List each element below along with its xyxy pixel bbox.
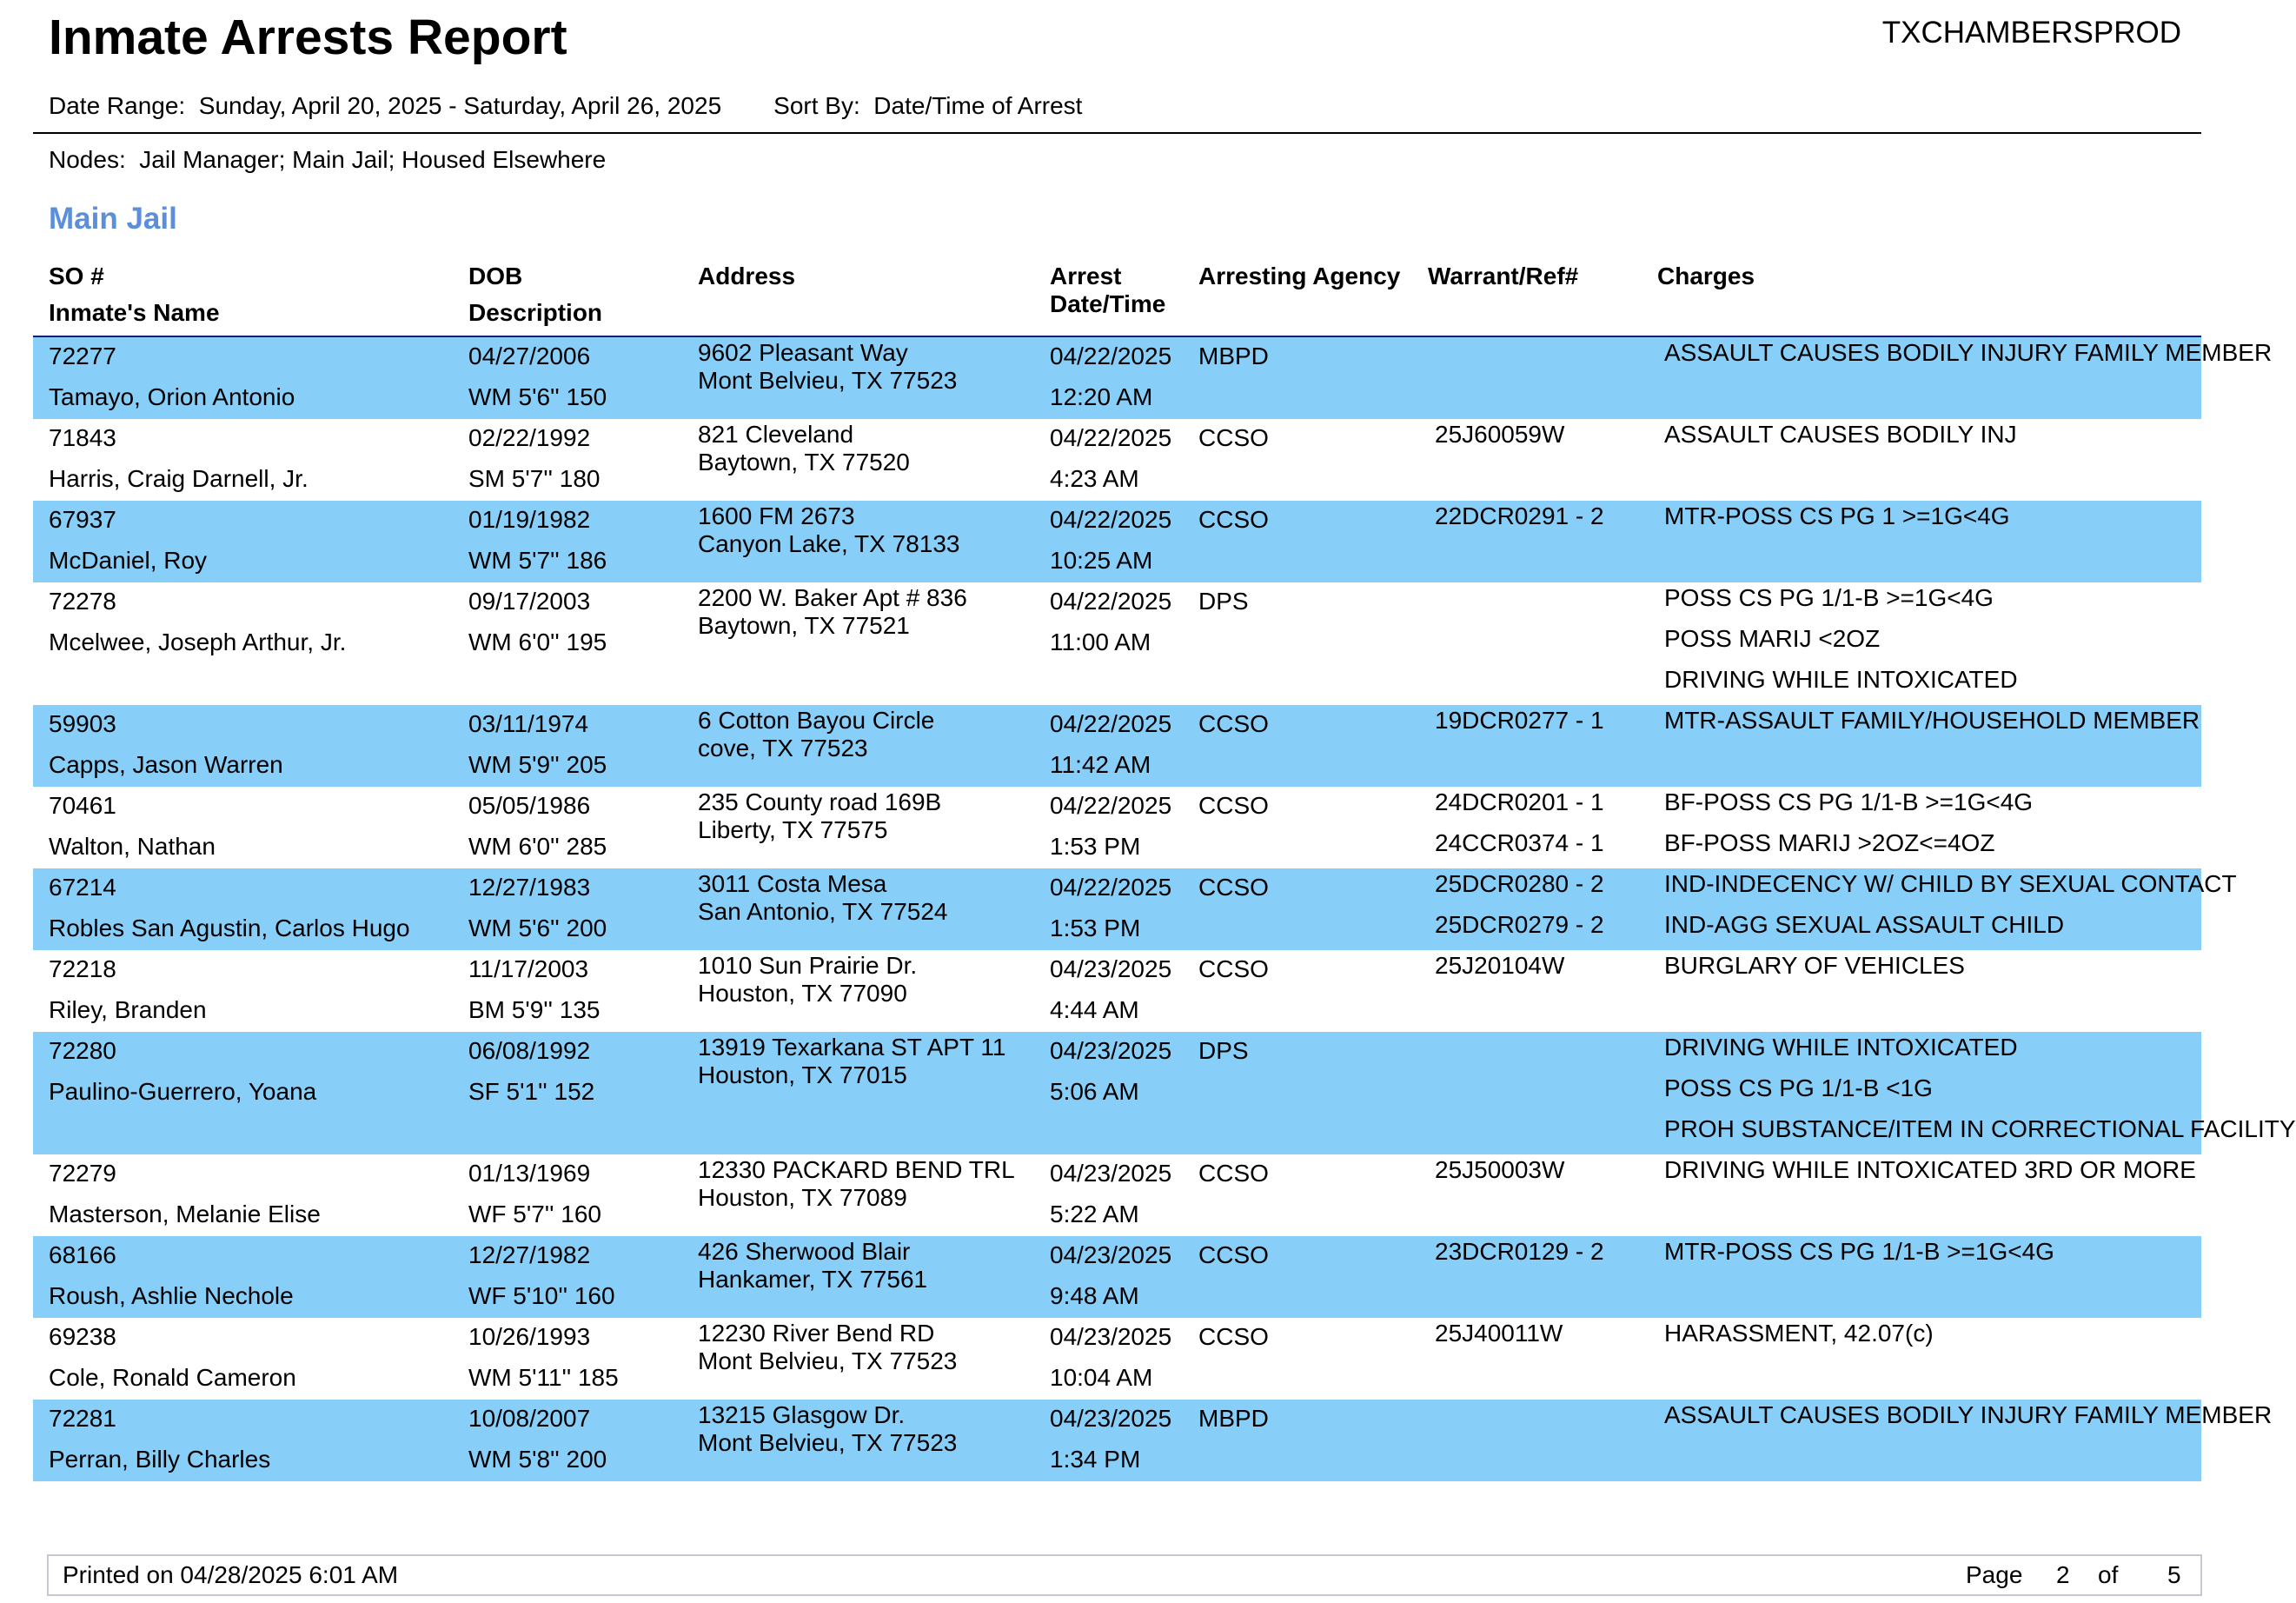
charge: HARASSMENT, 42.07(c): [1664, 1320, 1934, 1347]
dob: 09/17/2003: [468, 588, 591, 615]
warrant-ref: 19DCR0277 - 1: [1435, 707, 1604, 734]
arrest-date: 04/23/2025: [1050, 1323, 1172, 1350]
arresting-agency: CCSO: [1198, 710, 1269, 737]
arrest-time: 5:22 AM: [1050, 1201, 1139, 1227]
inmate-name: Capps, Jason Warren: [49, 751, 283, 778]
arrest-date: 04/22/2025: [1050, 343, 1172, 369]
arrest-date: 04/23/2025: [1050, 1037, 1172, 1064]
report-criteria: [49, 92, 1082, 120]
charge: POSS CS PG 1/1-B >=1G<4G: [1664, 584, 1994, 611]
address-line-2: Mont Belvieu, TX 77523: [698, 1429, 958, 1456]
table-row: [33, 582, 2201, 705]
charges-cell: [1664, 337, 2273, 419]
address-line-2: Liberty, TX 77575: [698, 816, 888, 843]
so-number: 72218: [49, 955, 116, 982]
col-header-address: Address: [698, 263, 796, 289]
inmate-name: Paulino-Guerrero, Yoana: [49, 1078, 317, 1105]
arresting-agency: MBPD: [1198, 1405, 1269, 1432]
table-row: [33, 419, 2201, 501]
inmate-name: Roush, Ashlie Nechole: [49, 1282, 294, 1309]
inmate-name: Mcelwee, Joseph Arthur, Jr.: [49, 629, 347, 655]
so-number: 72278: [49, 588, 116, 615]
address-line-1: 1010 Sun Prairie Dr.: [698, 952, 918, 979]
arrest-time: 1:53 PM: [1050, 833, 1141, 860]
address-line-2: Houston, TX 77015: [698, 1061, 907, 1088]
address-line-2: Baytown, TX 77521: [698, 612, 910, 639]
col-header-arrest: Arrest: [1050, 263, 1122, 289]
address-line-2: cove, TX 77523: [698, 735, 868, 762]
arrest-time: 11:00 AM: [1050, 629, 1151, 655]
arrest-date: 04/22/2025: [1050, 506, 1172, 533]
charge: IND-INDECENCY W/ CHILD BY SEXUAL CONTACT: [1664, 870, 2237, 897]
section-title: Main Jail: [49, 202, 177, 236]
arrest-time: 10:25 AM: [1050, 547, 1153, 574]
arrest-time: 4:44 AM: [1050, 996, 1139, 1023]
arresting-agency: CCSO: [1198, 506, 1269, 533]
description: WM 5'6'' 200: [468, 915, 607, 941]
address-line-1: 235 County road 169B: [698, 788, 942, 815]
nodes-line: [49, 146, 606, 174]
dob: 02/22/1992: [468, 424, 591, 451]
address-line-1: 2200 W. Baker Apt # 836: [698, 584, 967, 611]
page-label: Page: [1966, 1561, 2023, 1588]
table-row: [33, 950, 2201, 1032]
dob: 01/13/1969: [468, 1160, 591, 1187]
dob: 12/27/1982: [468, 1241, 591, 1268]
dob: 06/08/1992: [468, 1037, 591, 1064]
address-line-1: 821 Cleveland: [698, 421, 854, 448]
dob: 05/05/1986: [468, 792, 591, 819]
dob: 12/27/1983: [468, 874, 591, 901]
charge: PROH SUBSTANCE/ITEM IN CORRECTIONAL FACILITY: [1664, 1115, 2296, 1142]
description: WM 5'6'' 150: [468, 383, 607, 410]
arrest-date: 04/22/2025: [1050, 874, 1172, 901]
charge: DRIVING WHILE INTOXICATED: [1664, 666, 2018, 693]
charges-cell: [1664, 868, 2237, 950]
address-line-1: 12230 River Bend RD: [698, 1320, 935, 1347]
charges-cell: [1664, 705, 2200, 787]
charge: BF-POSS CS PG 1/1-B >=1G<4G: [1664, 788, 2034, 815]
warrant-ref: 25DCR0280 - 2: [1435, 870, 1604, 897]
description: WM 5'11'' 185: [468, 1364, 619, 1391]
col-header-datetime: Date/Time: [1050, 290, 1166, 317]
charge: MTR-POSS CS PG 1 >=1G<4G: [1664, 502, 2010, 529]
charges-cell: [1664, 501, 2194, 582]
address-line-2: Canyon Lake, TX 78133: [698, 530, 960, 557]
arrest-date: 04/22/2025: [1050, 424, 1172, 451]
arrest-time: 11:42 AM: [1050, 751, 1151, 778]
charge: ASSAULT CAUSES BODILY INJURY FAMILY MEMBER: [1664, 339, 2273, 366]
charge: POSS CS PG 1/1-B <1G: [1664, 1074, 1933, 1101]
address-line-1: 12330 PACKARD BEND TRL: [698, 1156, 1015, 1183]
arrest-date: 04/22/2025: [1050, 710, 1172, 737]
table-row: [33, 1032, 2296, 1154]
charge: BF-POSS MARIJ >2OZ<=4OZ: [1664, 829, 1995, 856]
charges-cell: [1664, 1400, 2273, 1481]
nodes-value: Jail Manager; Main Jail; Housed Elsewhere: [139, 146, 607, 173]
charge: DRIVING WHILE INTOXICATED: [1664, 1034, 2018, 1061]
warrant-ref: 25J60059W: [1435, 421, 1565, 448]
page-number: 2: [2056, 1561, 2070, 1588]
description: WF 5'7'' 160: [468, 1201, 601, 1227]
so-number: 70461: [49, 792, 116, 819]
charge: BURGLARY OF VEHICLES: [1664, 952, 1965, 979]
description: WM 5'9'' 205: [468, 751, 607, 778]
date-range-value: Sunday, April 20, 2025 - Saturday, April 26, 2025: [198, 92, 722, 119]
charge: DRIVING WHILE INTOXICATED 3RD OR MORE: [1664, 1156, 2196, 1183]
warrant-ref: 24CCR0374 - 1: [1435, 829, 1604, 856]
arrest-time: 1:34 PM: [1050, 1446, 1141, 1473]
of-label: of: [2098, 1561, 2119, 1588]
header-divider: [33, 132, 2201, 134]
col-header-warrant: Warrant/Ref#: [1428, 263, 1579, 289]
inmate-name: Masterson, Melanie Elise: [49, 1201, 321, 1227]
table-row: [33, 501, 2201, 582]
address-line-1: 13919 Texarkana ST APT 11: [698, 1034, 1006, 1061]
so-number: 72281: [49, 1405, 116, 1432]
system-code: TXCHAMBERSPROD: [1881, 16, 2181, 50]
charges-cell: [1664, 950, 2194, 1032]
inmate-name: McDaniel, Roy: [49, 547, 208, 574]
so-number: 67937: [49, 506, 116, 533]
page-footer: [47, 1554, 2202, 1596]
warrant-ref: 25J50003W: [1435, 1156, 1565, 1183]
dob: 10/26/1993: [468, 1323, 591, 1350]
description: WM 5'7'' 186: [468, 547, 607, 574]
dob: 04/27/2006: [468, 343, 591, 369]
dob: 11/17/2003: [468, 955, 589, 982]
col-header-dob: DOB: [468, 263, 523, 289]
charges-cell: [1664, 1154, 2194, 1236]
charge: ASSAULT CAUSES BODILY INJURY FAMILY MEMBER: [1664, 1401, 2273, 1428]
table-row: [33, 1154, 2201, 1236]
inmate-name: Riley, Branden: [49, 996, 207, 1023]
arrest-time: 5:06 AM: [1050, 1078, 1139, 1105]
arresting-agency: CCSO: [1198, 1323, 1269, 1350]
arrest-date: 04/23/2025: [1050, 1160, 1172, 1187]
arrest-time: 4:23 AM: [1050, 465, 1139, 492]
inmate-name: Robles San Agustin, Carlos Hugo: [49, 915, 410, 941]
description: SF 5'1'' 152: [468, 1078, 595, 1105]
address-line-2: Hankamer, TX 77561: [698, 1266, 928, 1293]
arresting-agency: DPS: [1198, 588, 1249, 615]
arresting-agency: CCSO: [1198, 955, 1269, 982]
description: WM 6'0'' 285: [468, 833, 607, 860]
charges-cell: [1664, 419, 2194, 501]
sort-by-value: Date/Time of Arrest: [873, 92, 1083, 119]
address-line-1: 426 Sherwood Blair: [698, 1238, 911, 1265]
charges-cell: [1664, 1318, 2194, 1400]
arrest-date: 04/22/2025: [1050, 588, 1172, 615]
arrest-time: 10:04 AM: [1050, 1364, 1153, 1391]
dob: 10/08/2007: [468, 1405, 591, 1432]
table-row: [33, 705, 2201, 787]
report-title: Inmate Arrests Report: [49, 10, 567, 65]
warrant-ref: 25J40011W: [1435, 1320, 1563, 1347]
charges-cell: [1664, 787, 2194, 868]
arrest-time: 1:53 PM: [1050, 915, 1141, 941]
warrant-ref: 25DCR0279 - 2: [1435, 911, 1604, 938]
address-line-2: San Antonio, TX 77524: [698, 898, 948, 925]
date-range-label: Date Range:: [49, 92, 186, 119]
address-line-2: Mont Belvieu, TX 77523: [698, 1347, 958, 1374]
charge: MTR-ASSAULT FAMILY/HOUSEHOLD MEMBER: [1664, 707, 2200, 734]
table-row: [33, 337, 2273, 419]
charge: IND-AGG SEXUAL ASSAULT CHILD: [1664, 911, 2065, 938]
charge: ASSAULT CAUSES BODILY INJ: [1664, 421, 2017, 448]
col-header-charges: Charges: [1657, 263, 1755, 289]
so-number: 71843: [49, 424, 116, 451]
charges-cell: [1664, 1032, 2296, 1154]
arresting-agency: CCSO: [1198, 1160, 1269, 1187]
col-header-so: SO #: [49, 263, 104, 289]
warrant-ref: 24DCR0201 - 1: [1435, 788, 1604, 815]
charge: MTR-POSS CS PG 1/1-B >=1G<4G: [1664, 1238, 2054, 1265]
arresting-agency: MBPD: [1198, 343, 1269, 369]
address-line-1: 9602 Pleasant Way: [698, 339, 908, 366]
table-row: [33, 868, 2237, 950]
description: SM 5'7'' 180: [468, 465, 601, 492]
arresting-agency: DPS: [1198, 1037, 1249, 1064]
warrant-ref: 22DCR0291 - 2: [1435, 502, 1604, 529]
arrest-date: 04/23/2025: [1050, 1405, 1172, 1432]
address-line-1: 13215 Glasgow Dr.: [698, 1401, 906, 1428]
arresting-agency: CCSO: [1198, 874, 1269, 901]
inmate-name: Walton, Nathan: [49, 833, 216, 860]
so-number: 59903: [49, 710, 116, 737]
table-row: [33, 1400, 2273, 1481]
arrest-time: 12:20 AM: [1050, 383, 1153, 410]
so-number: 67214: [49, 874, 116, 901]
arrest-time: 9:48 AM: [1050, 1282, 1139, 1309]
so-number: 68166: [49, 1241, 116, 1268]
arresting-agency: CCSO: [1198, 792, 1269, 819]
description: WF 5'10'' 160: [468, 1282, 615, 1309]
nodes-label: Nodes:: [49, 146, 126, 173]
dob: 03/11/1974: [468, 710, 589, 737]
col-header-name: Inmate's Name: [49, 299, 220, 326]
address-line-2: Mont Belvieu, TX 77523: [698, 367, 958, 394]
so-number: 72280: [49, 1037, 116, 1064]
printed-timestamp: Printed on 04/28/2025 6:01 AM: [63, 1561, 399, 1588]
sort-by-label: Sort By:: [773, 92, 860, 119]
address-line-2: Houston, TX 77090: [698, 980, 907, 1007]
dob: 01/19/1982: [468, 506, 591, 533]
charge: POSS MARIJ <2OZ: [1664, 625, 1881, 652]
arresting-agency: CCSO: [1198, 424, 1269, 451]
address-line-2: Baytown, TX 77520: [698, 449, 910, 476]
address-line-2: Houston, TX 77089: [698, 1184, 907, 1211]
charges-cell: [1664, 1236, 2194, 1318]
col-header-agency: Arresting Agency: [1198, 263, 1401, 289]
address-line-1: 1600 FM 2673: [698, 502, 855, 529]
table-row: [33, 1236, 2201, 1318]
arresting-agency: CCSO: [1198, 1241, 1269, 1268]
inmate-name: Harris, Craig Darnell, Jr.: [49, 465, 309, 492]
arrest-date: 04/23/2025: [1050, 955, 1172, 982]
so-number: 69238: [49, 1323, 116, 1350]
warrant-ref: 25J20104W: [1435, 952, 1565, 979]
so-number: 72277: [49, 343, 116, 369]
table-row: [33, 787, 2201, 868]
inmate-name: Tamayo, Orion Antonio: [49, 383, 295, 410]
arrest-date: 04/23/2025: [1050, 1241, 1172, 1268]
col-header-description: Description: [468, 299, 603, 326]
arrest-date: 04/22/2025: [1050, 792, 1172, 819]
charges-cell: [1664, 582, 2194, 705]
inmate-name: Perran, Billy Charles: [49, 1446, 271, 1473]
address-line-1: 6 Cotton Bayou Circle: [698, 707, 935, 734]
page-total: 5: [2167, 1561, 2181, 1588]
description: BM 5'9'' 135: [468, 996, 601, 1023]
description: WM 6'0'' 195: [468, 629, 607, 655]
warrant-ref: 23DCR0129 - 2: [1435, 1238, 1604, 1265]
address-line-1: 3011 Costa Mesa: [698, 870, 887, 897]
so-number: 72279: [49, 1160, 116, 1187]
description: WM 5'8'' 200: [468, 1446, 607, 1473]
inmate-name: Cole, Ronald Cameron: [49, 1364, 296, 1391]
table-row: [33, 1318, 2201, 1400]
